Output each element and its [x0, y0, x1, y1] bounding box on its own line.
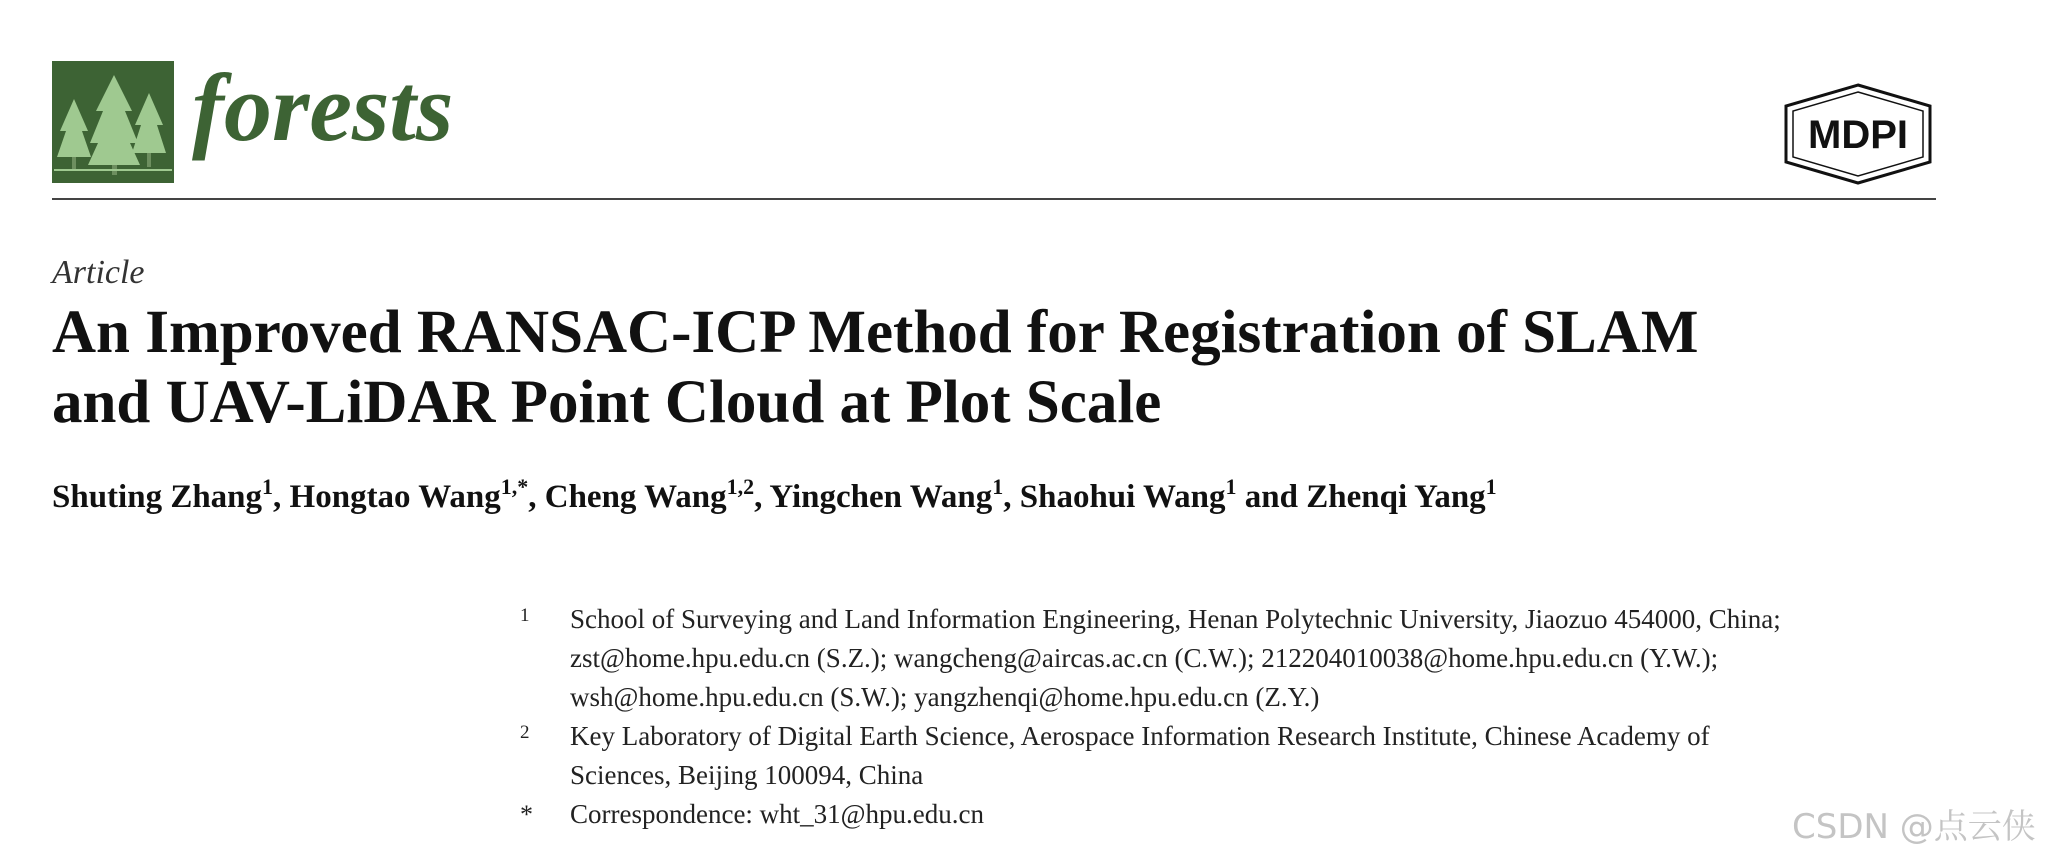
affiliation-line: wsh@home.hpu.edu.cn (S.W.); yangzhenqi@home.hpu.edu.cn (Z.Y.) [570, 682, 1320, 712]
author-affiliation-mark: 1,* [500, 473, 529, 499]
mdpi-logo [1780, 82, 1936, 186]
author-separator: , [273, 479, 290, 515]
journal-name: forests [192, 54, 454, 161]
author-affiliation-mark: 1 [1485, 473, 1497, 499]
author-name: Zhenqi Yang [1306, 479, 1486, 515]
author-affiliation-mark: 1,2 [726, 473, 755, 499]
title-line: and UAV-LiDAR Point Cloud at Plot Scale [52, 369, 1162, 436]
affiliation-mark: 2 [520, 722, 530, 743]
author-affiliation-mark: 1 [262, 473, 274, 499]
author-name: Cheng Wang [544, 479, 727, 515]
author-name: Shaohui Wang [1019, 479, 1226, 515]
affiliation-line: zst@home.hpu.edu.cn (S.Z.); wangcheng@aircas.ac.cn (C.W.); 212204010038@home.hpu.edu.cn (Y.W.); [570, 643, 1719, 673]
affiliation-line: Sciences, Beijing 100094, China [570, 760, 924, 790]
affiliation-line: Key Laboratory of Digital Earth Science, Aerospace Information Research Institute, Chinese Academy of [570, 721, 1710, 751]
title-line: An Improved RANSAC-ICP Method for Registration of SLAM [52, 299, 1699, 366]
affiliation-item [520, 717, 1970, 795]
author-name: Shuting Zhang [52, 479, 263, 515]
watermark: CSDN @点云侠 [1792, 807, 2036, 847]
author-affiliation-mark: 1 [992, 473, 1004, 499]
correspondence-line: Correspondence: wht_31@hpu.edu.cn [570, 799, 985, 829]
correspondence-mark: * [520, 800, 533, 829]
author-separator: , [1003, 479, 1020, 515]
author-separator: and [1236, 479, 1307, 515]
affiliation-list [520, 600, 1970, 834]
publisher-name: MDPI [1808, 113, 1908, 157]
author-affiliation-mark: 1 [1225, 473, 1237, 499]
affiliation-line: School of Surveying and Land Information Engineering, Henan Polytechnic University, Jiaozuo 454000, China; [570, 604, 1781, 634]
header-divider [52, 198, 1936, 200]
paper-title [52, 298, 1952, 438]
correspondence-item [520, 795, 1970, 834]
author-name: Hongtao Wang [289, 479, 501, 515]
affiliation-item [520, 600, 1970, 717]
author-separator: , [528, 479, 545, 515]
author-separator: , [754, 479, 770, 515]
affiliation-mark: 1 [520, 605, 530, 626]
article-type: Article [52, 254, 145, 291]
author-list [52, 473, 1497, 518]
trees-icon [52, 61, 174, 183]
author-name: Yingchen Wang [769, 479, 993, 515]
forests-trees-logo [52, 61, 174, 183]
